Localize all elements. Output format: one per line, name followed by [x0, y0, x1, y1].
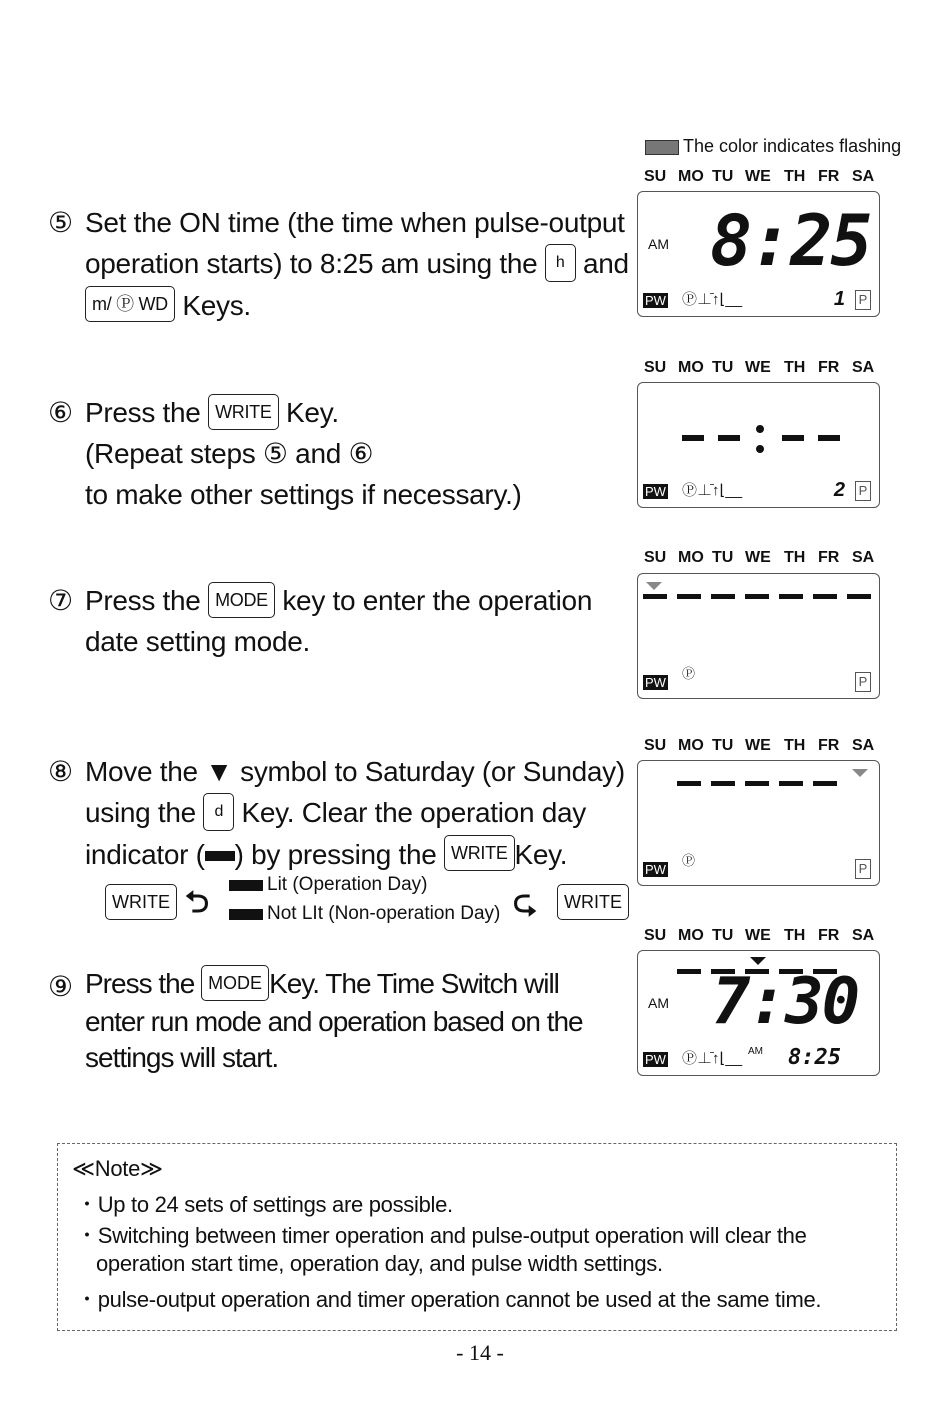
pulse-mode-icon: Ⓟ	[682, 666, 696, 681]
note-title: ≪Note≫	[72, 1156, 163, 1181]
step-text-line: ) by pressing the	[234, 838, 437, 870]
day-sa: SA	[852, 737, 875, 754]
step-text-line: Press the	[85, 397, 201, 428]
step-text-line: enter run mode and operation based on the	[85, 1005, 583, 1037]
lcd-display-5	[637, 950, 880, 1076]
pulse-icon: Ⓟ⊥̄↑⌊__	[682, 291, 743, 308]
day-fr: FR	[818, 359, 840, 376]
day-we: WE	[745, 359, 771, 376]
day-mo: MO	[678, 549, 704, 566]
step-number: ⑧	[48, 756, 73, 787]
step-text-line: Press the	[85, 585, 201, 616]
day-fr: FR	[818, 549, 840, 566]
lcd-time: 7:30	[712, 965, 859, 1039]
m-p-wd-key[interactable]: m/ Ⓟ WD	[85, 286, 175, 322]
mode-key[interactable]: MODE	[208, 582, 275, 618]
step-number: ⑦	[48, 585, 73, 616]
day-tu: TU	[712, 927, 734, 944]
day-we: WE	[745, 549, 771, 566]
step-text-line: Key.	[514, 838, 568, 870]
flashing-legend-text: The color indicates flashing	[683, 136, 902, 156]
day-tu: TU	[712, 168, 734, 185]
pw-indicator: PW	[645, 484, 666, 499]
write-key-left[interactable]: WRITE	[105, 884, 177, 920]
pw-indicator: PW	[645, 675, 666, 690]
p-indicator: P	[855, 672, 871, 692]
day-indicator-bars	[640, 578, 876, 604]
step-number: ⑤	[48, 207, 73, 238]
sub-time: 8:25	[788, 1045, 841, 1070]
lcd-dashes	[678, 423, 848, 457]
sub-am-indicator: AM	[748, 1046, 763, 1057]
day-su: SU	[644, 359, 667, 376]
step-text-line: to make other settings if necessary.)	[85, 479, 522, 510]
step-text-line: settings will start.	[85, 1041, 279, 1073]
day-th: TH	[784, 737, 806, 754]
day-sa: SA	[852, 927, 875, 944]
step-text-line: indicator (	[85, 838, 205, 870]
note-item: ・Up to 24 sets of settings are possible.	[76, 1192, 453, 1217]
write-key[interactable]: WRITE	[208, 394, 279, 430]
toggle-arrow-left-icon: ⮌	[185, 886, 210, 919]
day-indicator-bars	[640, 765, 876, 791]
step-text-line: and	[583, 248, 629, 279]
day-mo: MO	[678, 737, 704, 754]
day-mo: MO	[678, 359, 704, 376]
flashing-swatch	[645, 140, 679, 155]
day-su: SU	[644, 927, 667, 944]
day-sa: SA	[852, 168, 875, 185]
program-index: 2	[833, 479, 845, 501]
day-fr: FR	[818, 168, 840, 185]
write-toggle-diagram	[105, 874, 635, 924]
am-indicator: AM	[648, 236, 669, 252]
p-indicator: P	[855, 481, 871, 501]
pw-indicator: PW	[645, 862, 666, 877]
lit-label: Lit (Operation Day)	[267, 874, 428, 895]
am-indicator: AM	[648, 995, 669, 1011]
mode-key[interactable]: MODE	[201, 965, 269, 1001]
step-text-line: Key. Clear the operation day	[241, 797, 586, 828]
lcd-display-2	[637, 382, 880, 508]
note-item: ・Switching between timer operation and pulse-output operation will clear the	[76, 1223, 807, 1248]
day-sa: SA	[852, 549, 875, 566]
write-key[interactable]: WRITE	[444, 835, 515, 871]
note-box	[57, 1143, 897, 1331]
note-item: operation start time, operation day, and pulse width settings.	[96, 1251, 663, 1276]
lcd-display-1	[637, 191, 880, 317]
step-text-line: Set the ON time (the time when pulse-output	[85, 207, 625, 238]
lit-bar-icon	[229, 880, 263, 891]
day-we: WE	[745, 927, 771, 944]
day-tu: TU	[712, 549, 734, 566]
lcd-display-4	[637, 760, 880, 886]
step-text-line: Move the ▼ symbol to Saturday (or Sunday)	[85, 756, 625, 787]
day-th: TH	[784, 359, 806, 376]
pulse-mode-icon: Ⓟ	[682, 853, 696, 868]
pw-indicator: PW	[645, 293, 666, 308]
day-tu: TU	[712, 737, 734, 754]
day-we: WE	[745, 737, 771, 754]
day-su: SU	[644, 737, 667, 754]
step-text-line: Key. The Time Switch will	[269, 968, 559, 999]
program-index: 1	[833, 288, 845, 310]
not-lit-bar-icon	[229, 909, 263, 920]
pulse-icon: Ⓟ⊥̄↑⌊__	[682, 1050, 743, 1067]
lcd-display-3	[637, 573, 880, 699]
step-text-line: operation starts) to 8:25 am using the	[85, 248, 538, 279]
day-fr: FR	[818, 927, 840, 944]
d-key[interactable]: d	[203, 793, 234, 831]
step-text-line: key to enter the operation	[282, 585, 593, 616]
write-key-right[interactable]: WRITE	[557, 884, 629, 920]
h-key[interactable]: h	[545, 244, 576, 282]
step-text-line: (Repeat steps ⑤ and ⑥	[85, 438, 374, 469]
toggle-arrow-right-icon: ⮎	[513, 886, 538, 919]
step-text-line: date setting mode.	[85, 626, 310, 657]
step-number: ⑨	[48, 971, 73, 1002]
step-text-line: using the	[85, 797, 196, 828]
day-th: TH	[784, 168, 806, 185]
day-mo: MO	[678, 168, 704, 185]
day-th: TH	[784, 927, 806, 944]
not-lit-label: Not LIt (Non-operation Day)	[267, 903, 501, 924]
day-sa: SA	[852, 359, 875, 376]
flashing-legend	[645, 136, 901, 157]
step-text-line: Key.	[286, 397, 339, 428]
day-su: SU	[644, 168, 667, 185]
day-fr: FR	[818, 737, 840, 754]
day-su: SU	[644, 549, 667, 566]
p-indicator: P	[855, 859, 871, 879]
step-text-line: Press the	[85, 968, 195, 999]
step-number: ⑥	[48, 397, 73, 428]
pw-indicator: PW	[645, 1052, 666, 1067]
step-text-line: Keys.	[182, 289, 251, 321]
day-we: WE	[745, 168, 771, 185]
day-tu: TU	[712, 359, 734, 376]
p-indicator: P	[855, 290, 871, 310]
pulse-icon: Ⓟ⊥̄↑⌊__	[682, 482, 743, 499]
day-mo: MO	[678, 927, 704, 944]
note-item: ・pulse-output operation and timer operation cannot be used at the same time.	[76, 1287, 822, 1312]
operation-day-bar-icon	[205, 851, 235, 861]
page-number: - 14 -	[456, 1340, 504, 1365]
lcd-time: 8:25	[710, 200, 871, 282]
day-th: TH	[784, 549, 806, 566]
